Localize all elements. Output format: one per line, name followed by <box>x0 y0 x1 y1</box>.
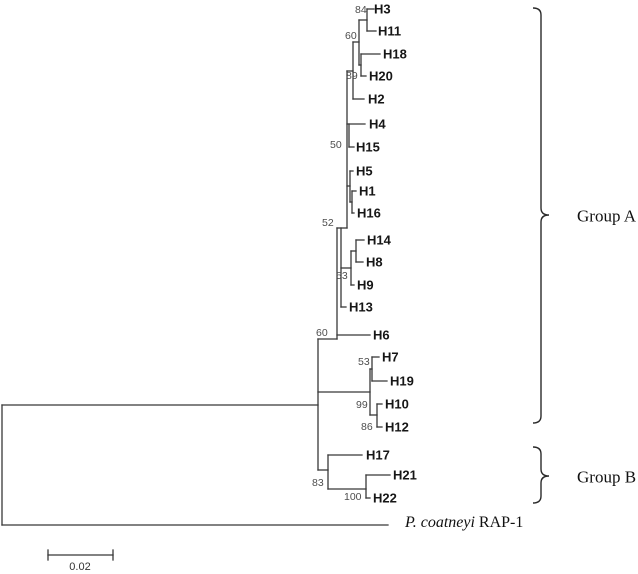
taxon-label: H3 <box>374 1 391 17</box>
bootstrap-value: 53 <box>336 270 348 282</box>
taxon-label: H6 <box>373 327 390 343</box>
outgroup-gene-name: RAP-1 <box>474 513 524 531</box>
group-brace <box>533 447 549 503</box>
taxon-label: H11 <box>378 23 402 39</box>
taxon-label: H20 <box>369 68 393 84</box>
taxon-label: H14 <box>367 232 391 248</box>
scale-bar-value: 0.02 <box>69 561 91 573</box>
taxon-label: H13 <box>349 299 373 315</box>
group-brace <box>533 8 549 423</box>
bootstrap-value: 60 <box>345 30 357 42</box>
bootstrap-value: 86 <box>361 421 373 433</box>
bootstrap-value: 52 <box>322 217 334 229</box>
taxon-label: H12 <box>385 419 409 435</box>
taxon-label: H7 <box>382 349 399 365</box>
taxon-label: H2 <box>368 91 385 107</box>
taxon-label: H19 <box>390 373 414 389</box>
bootstrap-value: 89 <box>346 70 358 82</box>
group-label: Group B <box>577 467 637 487</box>
group-label: Group A <box>577 206 637 226</box>
bootstrap-values <box>312 4 373 503</box>
taxon-label: H1 <box>359 183 376 199</box>
bootstrap-value: 50 <box>330 139 342 151</box>
taxa-labels <box>349 2 417 506</box>
scale-bar <box>48 550 113 573</box>
taxon-label: H18 <box>383 46 407 62</box>
bootstrap-value: 60 <box>316 327 328 339</box>
taxon-label: H16 <box>357 205 381 221</box>
bootstrap-value: 84 <box>355 4 367 16</box>
group-brackets <box>533 8 637 503</box>
bootstrap-value: 83 <box>312 477 324 489</box>
taxon-label: H4 <box>369 116 386 132</box>
taxon-label: H9 <box>357 277 374 293</box>
bootstrap-value: 100 <box>344 491 362 503</box>
outgroup-label <box>404 514 523 531</box>
taxon-label: H8 <box>366 254 383 270</box>
bootstrap-value: 53 <box>358 356 370 368</box>
tree-branches <box>2 9 390 525</box>
taxon-label: H21 <box>393 467 417 483</box>
taxon-label: H10 <box>385 396 409 412</box>
taxon-label: H22 <box>373 490 397 506</box>
taxon-label: H15 <box>356 139 380 155</box>
outgroup-species-name: P. coatneyi <box>405 513 475 531</box>
bootstrap-value: 99 <box>356 399 368 411</box>
taxon-label: H17 <box>366 447 390 463</box>
taxon-label: H5 <box>356 163 373 179</box>
